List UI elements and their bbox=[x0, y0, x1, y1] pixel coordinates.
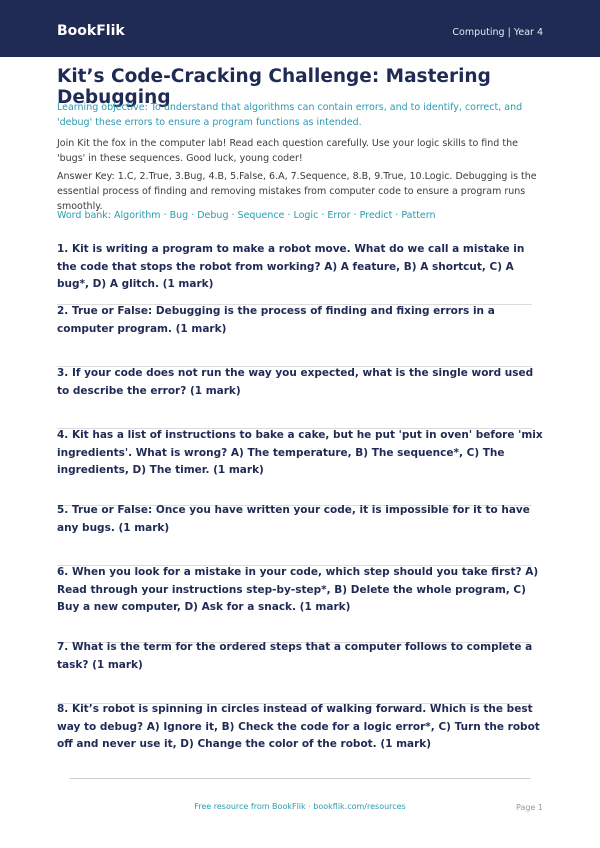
question-7: 7. What is the term for the ordered steps that a computer follows to complete a task? (1 mark) bbox=[57, 641, 533, 671]
word-bank: Word bank: Algorithm · Bug · Debug · Sequence · Logic · Error · Predict · Pattern bbox=[57, 210, 436, 221]
question-2: 2. True or False: Debugging is the process of finding and fixing errors in a computer program. (1 mark) bbox=[57, 305, 495, 335]
question-3: 3. If your code does not run the way you expected, what is the single word used to describe the error? (1 mark) bbox=[57, 367, 534, 397]
question-5: 5. True or False: Once you have written your code, it is impossible for it to have any bugs. (1 mark) bbox=[57, 504, 530, 534]
footer-divider bbox=[69, 778, 531, 779]
page-title: Kit’s Code-Cracking Challenge: Mastering Debugging bbox=[57, 66, 491, 108]
learning-objective: Learning objective: To understand that algorithms can contain errors, and to identify, correct, and 'debug' these errors to ensure a program functions as intended. bbox=[57, 102, 523, 128]
footer-resource-link[interactable]: Free resource from BookFlik · bookflik.com/resources bbox=[194, 802, 406, 811]
intro-text: Join Kit the fox in the computer lab! Read each question carefully. Use your logic skills to find the 'bugs' in these sequences. Good luck, young coder! bbox=[57, 138, 518, 164]
answer-key: Answer Key: 1.C, 2.True, 3.Bug, 4.B, 5.False, 6.A, 7.Sequence, 8.B, 9.True, 10.Logic. Debugging is the essential process of finding and removing mistakes from computer code to ensure a program runs smoothly. bbox=[57, 171, 537, 212]
page-number: Page 1 bbox=[516, 803, 543, 812]
brand-logo[interactable]: BookFlik bbox=[57, 23, 125, 39]
question-4: 4. Kit has a list of instructions to bake a cake, but he put 'put in oven' before 'mix ingredients'. What is wrong? A) The temperature, B) The sequence*, C) The ingredients, D) The timer. (1 mark) bbox=[57, 429, 543, 476]
question-1: 1. Kit is writing a program to make a robot move. What do we call a mistake in the code that stops the robot from working? A) A feature, B) A shortcut, C) A bug*, D) A glitch. (1 mark) bbox=[57, 243, 525, 290]
question-8: 8. Kit’s robot is spinning in circles instead of walking forward. Which is the best way to debug? A) Ignore it, B) Check the code for a logic error*, C) Turn the robot off and never use it, D) Change the color of the robot. (1 mark) bbox=[57, 703, 540, 750]
question-6: 6. When you look for a mistake in your code, which step should you take first? A) Read through your instructions step-by-step*, B) Delete the whole program, C) Buy a new computer, D) Ask for a snack. (1 mark) bbox=[57, 566, 539, 613]
header-bar bbox=[0, 0, 600, 57]
subject-label: Computing | Year 4 bbox=[452, 27, 543, 38]
